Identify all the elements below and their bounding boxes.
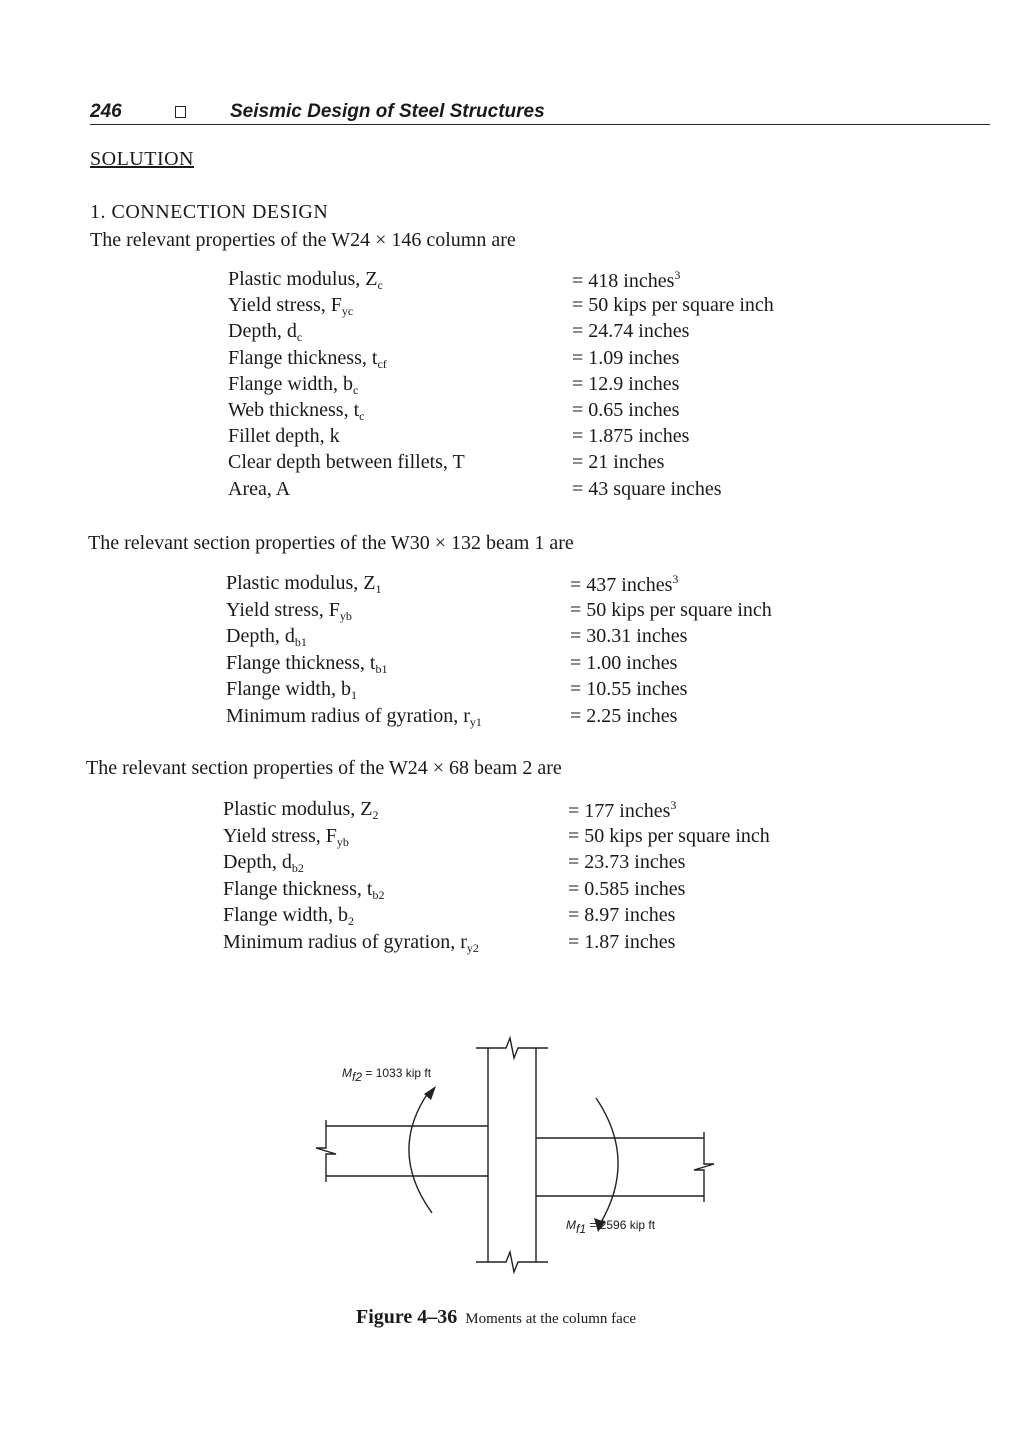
property-row	[223, 904, 843, 930]
property-row	[223, 798, 843, 824]
property-value: = 437 inches$^3$	[570, 572, 679, 596]
property-value: = 50 kips per square inch	[570, 598, 772, 621]
beam1-intro: The relevant section properties of the W30 × 132 beam 1 are	[88, 532, 574, 554]
property-label: Depth, $d_{b1}$	[226, 625, 307, 649]
property-row	[226, 625, 846, 651]
property-label: Flange thickness, $t_{b1}$	[226, 651, 388, 676]
moment-left-label: $M_{f2} = 1033$ kip ft	[342, 1066, 432, 1084]
caption-text: Moments at the column face	[465, 1311, 637, 1327]
property-value: = 50 kips per square inch	[572, 294, 774, 317]
property-value: = 418 inches$^3$	[572, 268, 681, 292]
property-value: = 23.73 inches	[568, 851, 686, 873]
right-moment-arc	[596, 1098, 618, 1224]
property-value: = 177 inches$^3$	[568, 798, 677, 822]
property-label: Area, A	[228, 477, 291, 500]
property-value: = 12.9 inches	[572, 372, 680, 395]
column-break-top	[476, 1038, 548, 1058]
property-label: Plastic modulus, $Z_1$	[226, 572, 382, 596]
property-row	[228, 425, 848, 451]
property-value: = 8.97 inches	[568, 904, 676, 926]
property-value: = 1.875 inches	[572, 425, 690, 448]
moment-right-label: $M_{f1} = 2596$ kip ft	[566, 1218, 656, 1236]
property-label: Flange thickness, $t_{cf}$	[228, 346, 387, 371]
left-moment-arc	[409, 1093, 432, 1213]
beam2-intro: The relevant section properties of the W24 × 68 beam 2 are	[86, 757, 562, 779]
property-label: Fillet depth, k	[228, 425, 340, 448]
property-row	[226, 572, 846, 598]
column-break-bottom	[476, 1252, 548, 1272]
property-row	[226, 599, 846, 625]
property-label: Flange width, $b_c$	[228, 372, 359, 397]
page-number: 246	[90, 101, 122, 122]
property-label: Yield stress, $F_{yb}$	[223, 824, 349, 849]
solution-heading: SOLUTION	[90, 148, 194, 170]
property-value: = 30.31 inches	[570, 625, 688, 647]
property-value: = 24.74 inches	[572, 320, 690, 343]
right-beam-break	[694, 1132, 714, 1202]
property-row	[226, 678, 846, 704]
property-value: = 1.00 inches	[570, 651, 678, 674]
property-label: Clear depth between fillets, T	[228, 451, 465, 474]
property-label: Depth, $d_c$	[228, 320, 303, 345]
property-row	[228, 268, 848, 294]
caption-number: Figure 4–36	[356, 1306, 458, 1328]
property-row	[228, 347, 848, 373]
property-label: Minimum radius of gyration, $r_{y1}$	[226, 704, 482, 729]
header-rule	[90, 124, 990, 125]
property-value: = 0.585 inches	[568, 877, 686, 900]
property-value: = 50 kips per square inch	[568, 824, 770, 847]
figure-caption	[356, 1306, 636, 1329]
property-label: Yield stress, $F_{yb}$	[226, 598, 352, 623]
property-row	[223, 851, 843, 877]
book-title: Seismic Design of Steel Structures	[230, 101, 545, 122]
property-label: Flange thickness, $t_{b2}$	[223, 877, 385, 902]
property-label: Yield stress, $F_{yc}$	[228, 294, 354, 319]
property-value: = 2.25 inches	[570, 704, 678, 727]
property-label: Flange width, $b_2$	[223, 904, 354, 928]
column-intro: The relevant properties of the W24 × 146 column are	[90, 229, 516, 251]
property-value: = 21 inches	[572, 451, 665, 474]
property-row	[228, 451, 848, 477]
left-beam-break	[316, 1120, 336, 1182]
property-value: = 10.55 inches	[570, 678, 688, 700]
property-label: Flange width, $b_1$	[226, 678, 357, 702]
property-row	[228, 478, 848, 504]
property-row	[223, 825, 843, 851]
left-moment-arrowhead	[424, 1086, 436, 1100]
property-row	[226, 652, 846, 678]
property-row	[228, 399, 848, 425]
property-row	[223, 878, 843, 904]
property-row	[228, 320, 848, 346]
property-row	[228, 294, 848, 320]
section-heading: 1. CONNECTION DESIGN	[90, 201, 329, 223]
property-label: Depth, $d_{b2}$	[223, 851, 304, 875]
property-row	[226, 705, 846, 731]
property-row	[228, 373, 848, 399]
property-value: = 0.65 inches	[572, 399, 680, 421]
property-value: = 43 square inches	[572, 477, 722, 500]
property-label: Minimum radius of gyration, $r_{y2}$	[223, 930, 479, 955]
property-row	[223, 931, 843, 957]
square-bullet-icon	[175, 106, 186, 118]
property-label: Web thickness, $t_c$	[228, 399, 365, 423]
property-value: = 1.87 inches	[568, 930, 676, 953]
property-value: = 1.09 inches	[572, 346, 680, 369]
property-label: Plastic modulus, $Z_2$	[223, 798, 379, 822]
property-label: Plastic modulus, $Z_c$	[228, 268, 383, 292]
